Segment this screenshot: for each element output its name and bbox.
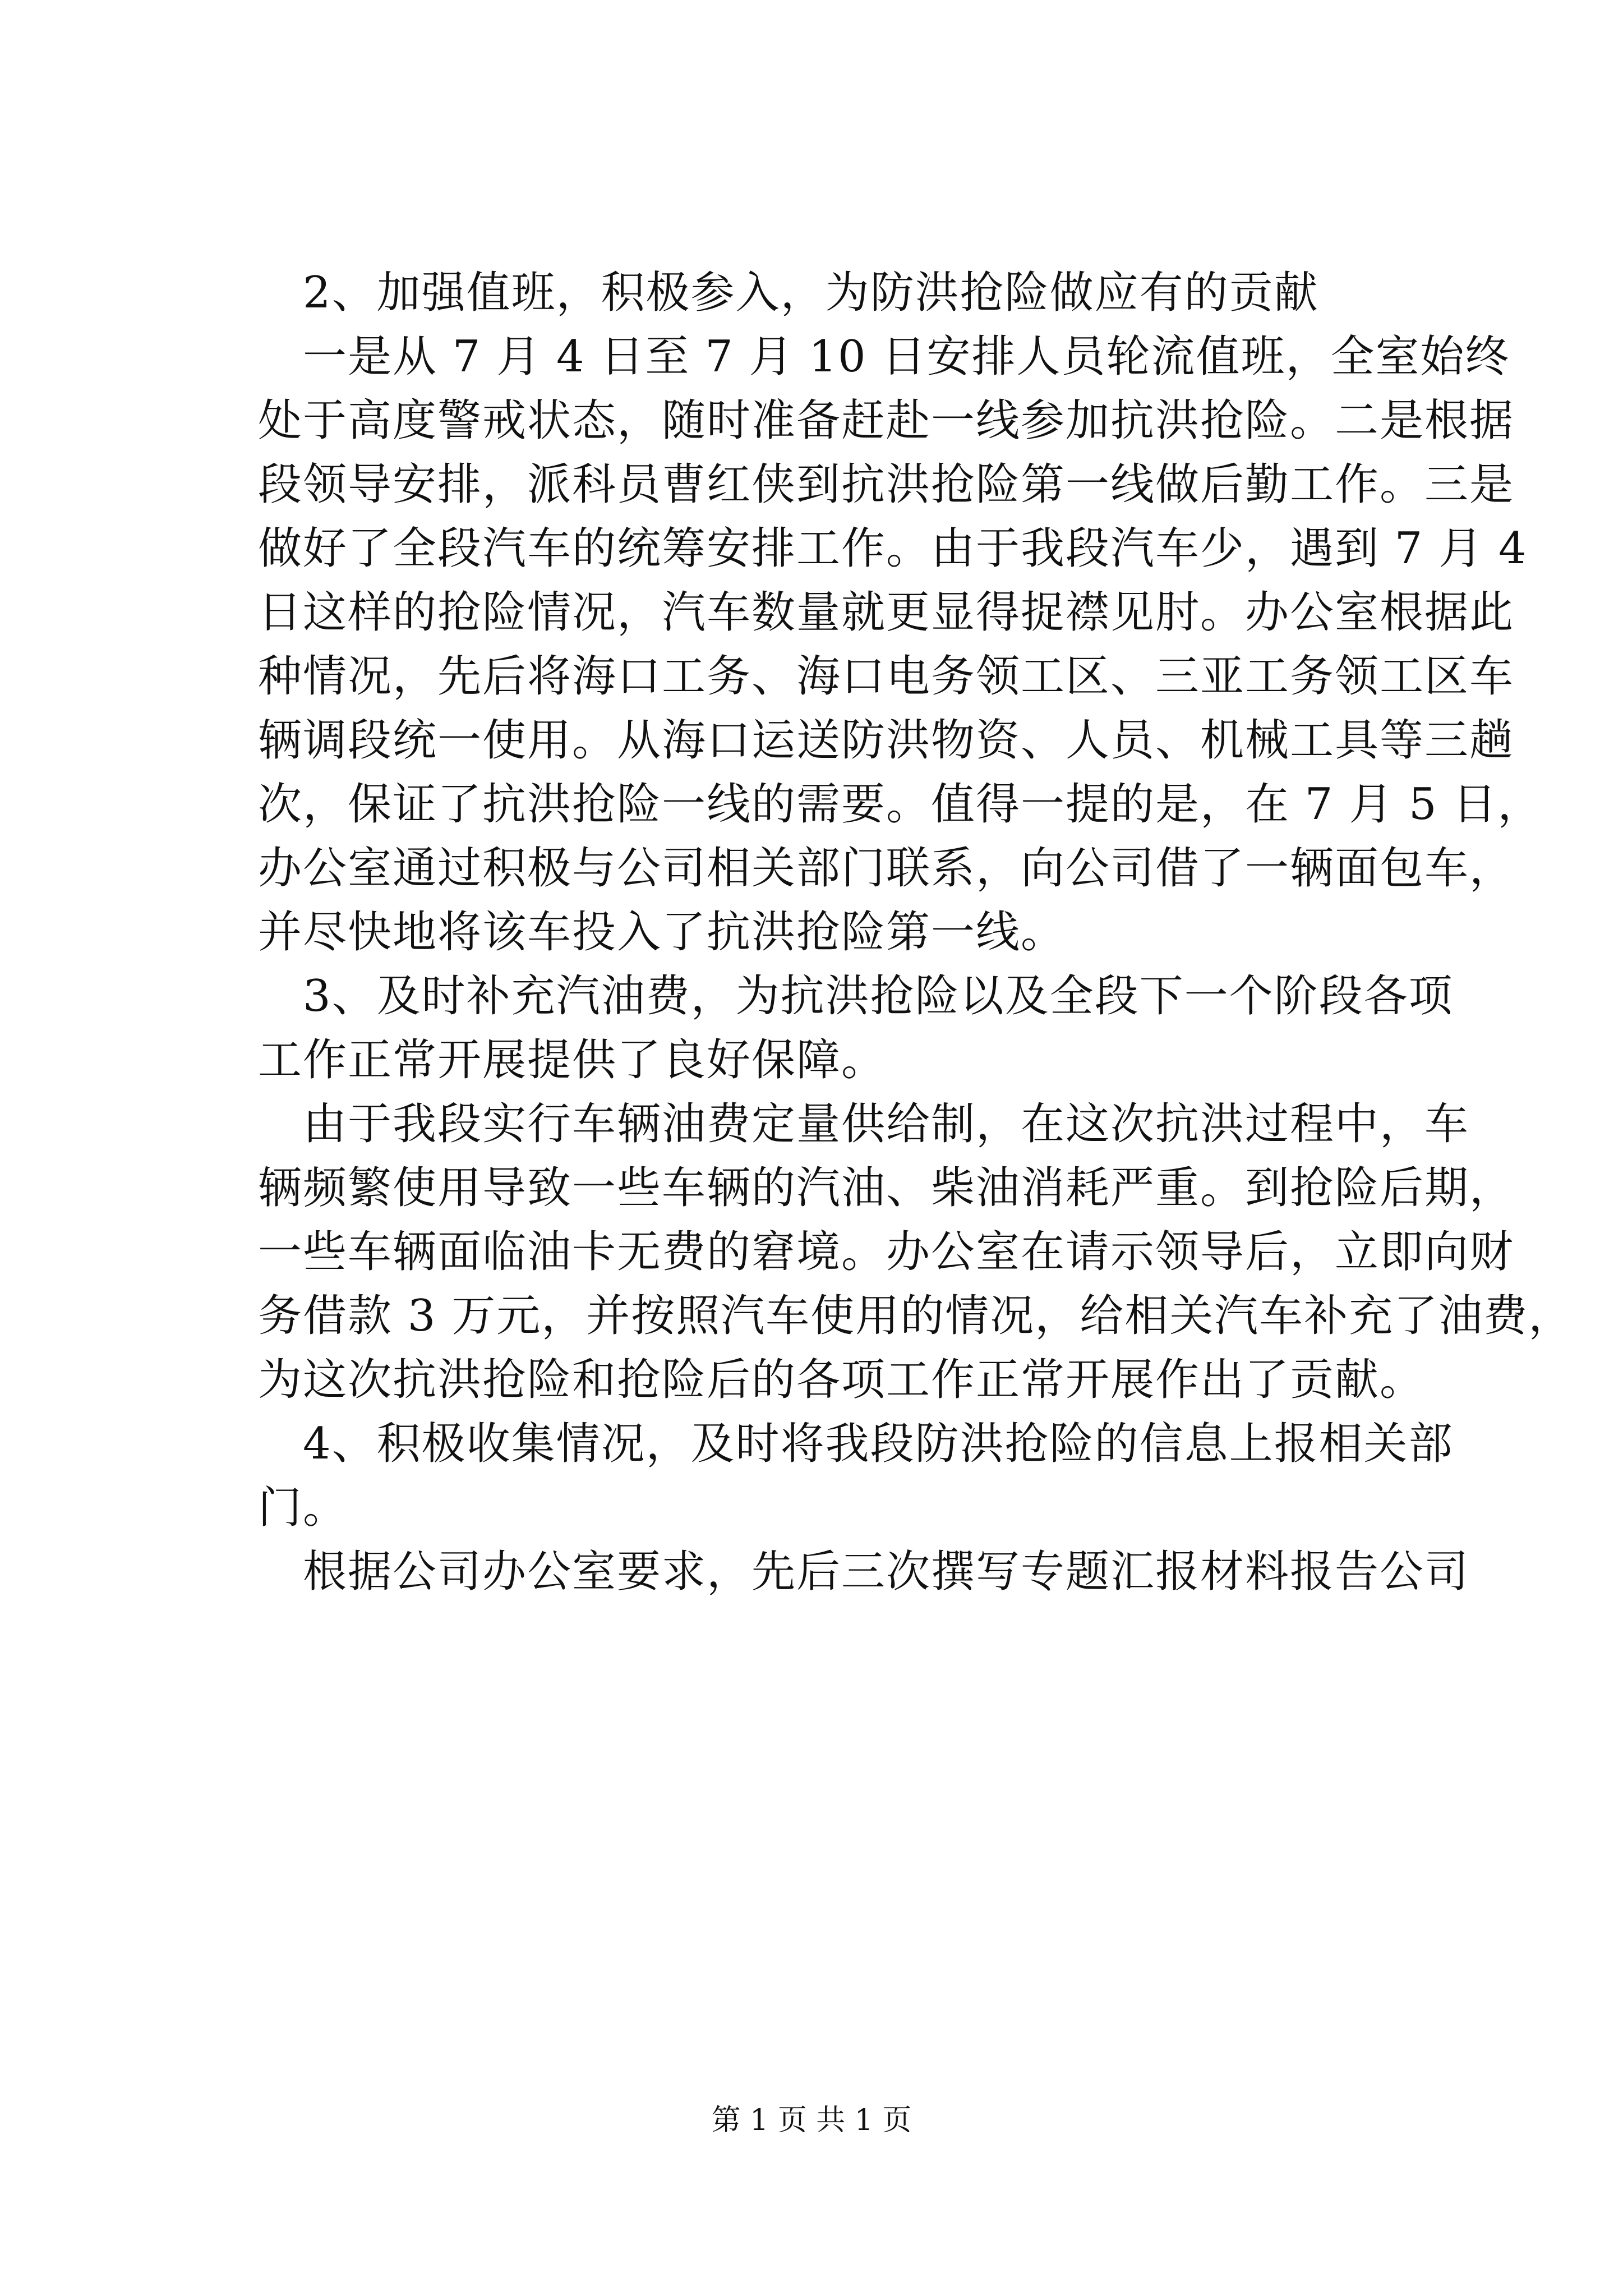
text-line: 办公室通过积极与公司相关部门联系，向公司借了一辆面包车， [258,843,1515,894]
text-line: 一些车辆面临油卡无费的窘境。办公室在请示领导后，立即向财 [258,1227,1515,1277]
text-line: 辆频繁使用导致一些车辆的汽油、柴油消耗严重。到抢险后期， [258,1163,1515,1213]
text-line: 段领导安排，派科员曹红侠到抗洪抢险第一线做后勤工作。三是 [258,459,1515,510]
text-line: 处于高度警戒状态，随时准备赶赴一线参加抗洪抢险。二是根据 [258,395,1515,446]
body-paragraph [258,325,1543,964]
text-line: 4、积极收集情况，及时将我段防洪抢险的信息上报相关部 [303,1419,1454,1469]
text-line: 为这次抗洪抢险和抢险后的各项工作正常开展作出了贡献。 [258,1355,1425,1405]
page-footer: 第 1 页 共 1 页 [711,2104,912,2137]
text-line: 务借款 3 万元，并按照汽车使用的情况，给相关汽车补充了油费， [258,1291,1574,1341]
text-line: 门。 [258,1483,348,1533]
text-line: 辆调段统一使用。从海口运送防洪物资、人员、机械工具等三趟 [258,715,1515,766]
section-heading-3 [258,964,1454,1092]
section-heading-2 [258,261,1413,325]
text-line: 并尽快地将该车投入了抗洪抢险第一线。 [258,907,1066,958]
text-line: 一是从 7 月 4 日至 7 月 10 日安排人员轮流值班，全室始终 [303,332,1510,382]
body-paragraph [258,1540,1470,1604]
section-heading-4 [258,1412,1454,1540]
text-line: 由于我段实行车辆油费定量供给制，在这次抗洪过程中，车 [303,1099,1470,1149]
body-paragraph [258,1092,1574,1412]
text-line: 种情况，先后将海口工务、海口电务领工区、三亚工务领工区车 [258,651,1515,702]
text-line: 根据公司办公室要求，先后三次撰写专题汇报材料报告公司 [303,1547,1470,1597]
text-line: 日这样的抢险情况，汽车数量就更显得捉襟见肘。办公室根据此 [258,587,1515,638]
text-line: 做好了全段汽车的统筹安排工作。由于我段汽车少，遇到 7 月 4 [258,523,1528,574]
text-line: 3、及时补充汽油费，为抗洪抢险以及全段下一个阶段各项 [303,971,1454,1022]
document-body [258,261,1574,1604]
text-line: 次，保证了抗洪抢险一线的需要。值得一提的是，在 7 月 5 日， [258,779,1543,830]
text-line: 工作正常开展提供了良好保障。 [258,1035,887,1085]
text-line: 2、加强值班，积极参入，为防洪抢险做应有的贡献 [303,268,1319,318]
